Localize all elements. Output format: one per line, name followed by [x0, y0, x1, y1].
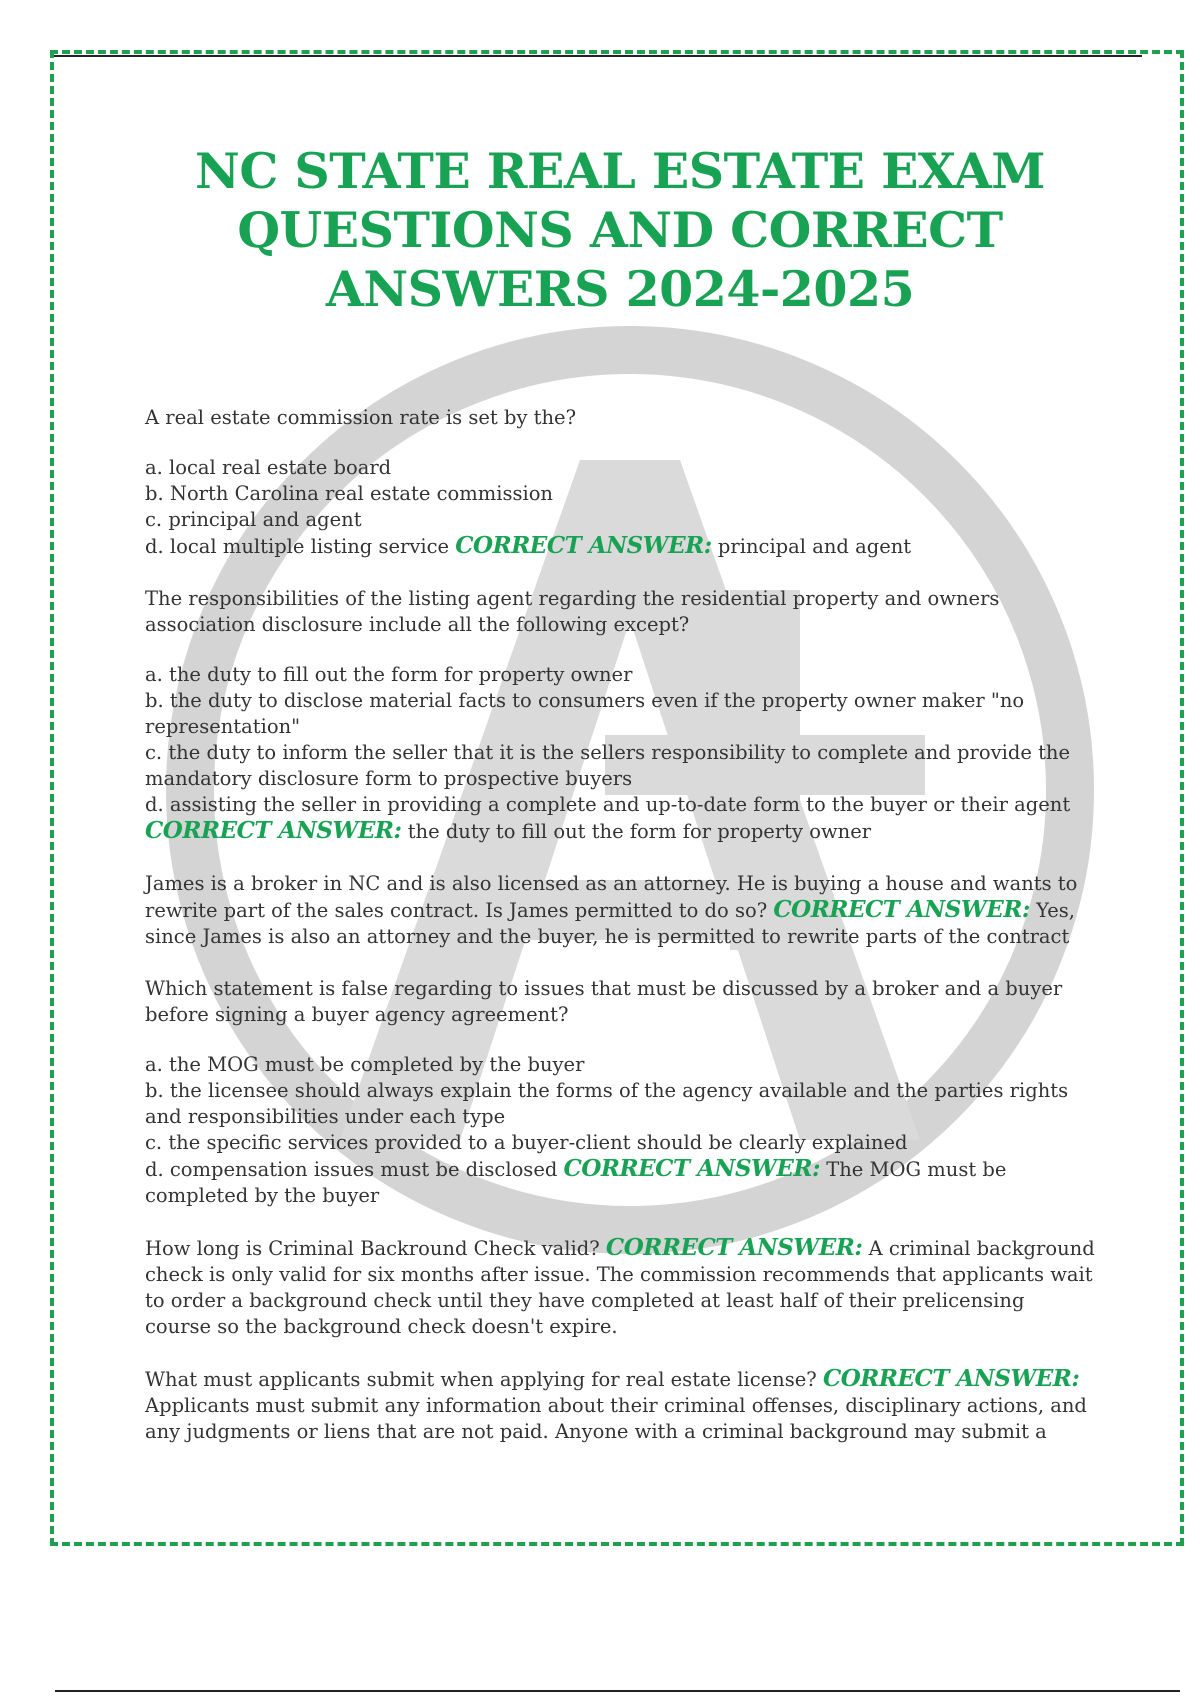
option: a. local real estate board	[145, 456, 392, 479]
correct-answer-label: CORRECT ANSWER:	[145, 817, 402, 844]
question-text: What must applicants submit when applying for real estate license?	[145, 1368, 817, 1391]
question-text: James is a broker in NC and is also licensed as an attorney. He is buying a house and wants to rewrite part of the sales contract. Is James permitted to do so?	[145, 872, 1078, 922]
question-1	[145, 405, 1095, 431]
answer-text: the duty to fill out the form for property owner	[407, 820, 872, 843]
qa-content	[145, 405, 1095, 1471]
options-1	[145, 455, 1095, 560]
correct-answer-label: CORRECT ANSWER:	[455, 532, 712, 559]
option: c. the duty to inform the seller that it is the sellers responsibility to complete and provide the mandatory disclosure form to prospective buyers	[145, 741, 1071, 790]
answer-text: Applicants must submit any information about their criminal offenses, disciplinary actions, and any judgments or liens that are not paid. Anyone with a criminal background may submit a	[145, 1394, 1087, 1443]
correct-answer-label: CORRECT ANSWER:	[605, 1234, 863, 1261]
option: c. the specific services provided to a buyer-client should be clearly explained	[145, 1131, 908, 1154]
title-line: QUESTIONS AND CORRECT	[237, 201, 1003, 259]
option: b. North Carolina real estate commission	[145, 482, 553, 505]
question-2	[145, 586, 1095, 638]
answer-text: A criminal background check is only valid for six months after issue. The commission recommends that applicants wait to order a background check until they have completed at least half of their prelicensing course so the background check doesn't expire.	[145, 1237, 1095, 1338]
question-text: The responsibilities of the listing agent regarding the residential property and owners association disclosure include all the following except?	[145, 587, 1000, 636]
correct-answer-label: CORRECT ANSWER:	[822, 1365, 1080, 1392]
option: b. the licensee should always explain the forms of the agency available and the parties rights and responsibilities under each type	[145, 1079, 1069, 1128]
qa-item-6	[145, 1366, 1095, 1445]
question-text: How long is Criminal Backround Check valid?	[145, 1237, 600, 1260]
options-2	[145, 662, 1095, 845]
question-text: A real estate commission rate is set by the?	[145, 406, 577, 429]
bottom-rule	[55, 1690, 1180, 1692]
question-text: Which statement is false regarding to issues that must be discussed by a broker and a buyer before signing a buyer agency agreement?	[145, 977, 1063, 1026]
page-title	[80, 142, 1160, 319]
option: b. the duty to disclose material facts to consumers even if the property owner maker "no representation"	[145, 689, 1025, 738]
options-4	[145, 1052, 1095, 1209]
answer-text: Yes, since James is also an attorney and the buyer, he is permitted to rewrite parts of the contract	[145, 899, 1075, 948]
title-line: ANSWERS 2024-2025	[325, 260, 915, 318]
option: a. the duty to fill out the form for property owner	[145, 663, 633, 686]
question-4	[145, 976, 1095, 1028]
answer-text: principal and agent	[717, 535, 912, 558]
qa-item-5	[145, 1235, 1095, 1340]
correct-answer-label: CORRECT ANSWER:	[773, 896, 1030, 923]
title-line: NC STATE REAL ESTATE EXAM	[195, 142, 1045, 200]
answer-line	[145, 818, 1095, 845]
correct-answer-label: CORRECT ANSWER:	[563, 1155, 821, 1182]
answer-text: The MOG must be completed by the buyer	[145, 1158, 1007, 1207]
option: d. local multiple listing service	[145, 535, 450, 558]
option: c. principal and agent	[145, 508, 362, 531]
option: d. assisting the seller in providing a complete and up-to-date form to the buyer or their agent	[145, 793, 1071, 816]
option-with-answer	[145, 1156, 1095, 1209]
option-with-answer	[145, 533, 1095, 560]
option: d. compensation issues must be disclosed	[145, 1158, 558, 1181]
qa-item-3	[145, 871, 1095, 950]
option: a. the MOG must be completed by the buyer	[145, 1053, 585, 1076]
